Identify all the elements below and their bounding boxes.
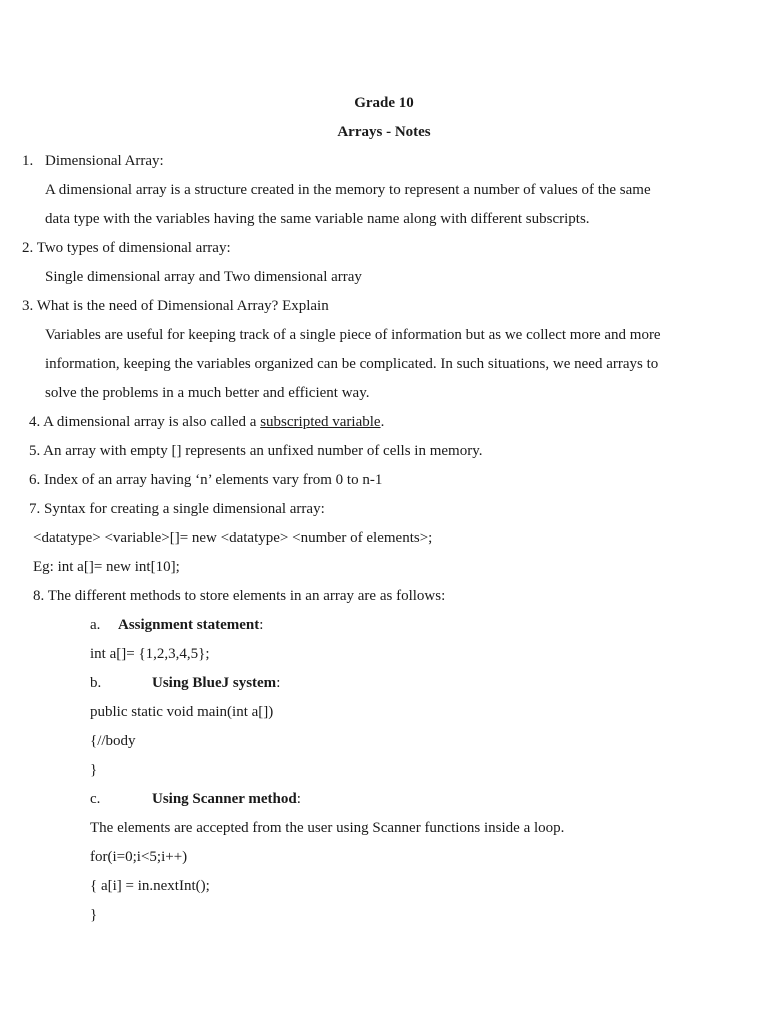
item-6: 6. Index of an array having ‘n’ elements vary from 0 to n-1 — [29, 472, 383, 488]
method-b-colon: : — [276, 675, 281, 691]
method-a-title — [118, 616, 263, 634]
item-1-text-line1: A dimensional array is a structure created in the memory to represent a number of values of the same — [45, 182, 651, 198]
item-3-text-line2: information, keeping the variables organized can be complicated. In such situations, we need arrays to — [45, 356, 659, 372]
method-c-colon: : — [296, 791, 301, 807]
method-b-label: b. — [90, 675, 102, 691]
method-b-code-line2: {//body — [90, 733, 136, 749]
method-a-label: a. — [90, 617, 101, 633]
page-grade: Grade 10 — [354, 95, 414, 111]
item-4-term: subscripted variable — [260, 414, 381, 430]
method-a-code: int a[]= {1,2,3,4,5}; — [90, 646, 210, 662]
item-5: 5. An array with empty [] represents an unfixed number of cells in memory. — [29, 443, 483, 459]
item-4-prefix: 4. A dimensional array is also called a — [29, 414, 261, 430]
method-c-title-text: Using Scanner method — [152, 791, 297, 807]
item-3-text-line1: Variables are useful for keeping track of a single piece of information but as we collect more and more — [45, 327, 661, 343]
item-7-example: Eg: int a[]= new int[10]; — [33, 559, 180, 575]
method-b-code-line3: } — [90, 762, 98, 778]
item-2-answer: Single dimensional array and Two dimensional array — [45, 269, 362, 285]
method-c-title — [152, 790, 301, 808]
method-b-title — [152, 674, 280, 692]
item-7-syntax: <datatype> <variable>[]= new <datatype> <number of elements>; — [33, 530, 433, 546]
method-b-code-line1: public static void main(int a[]) — [90, 704, 274, 720]
item-7-heading: 7. Syntax for creating a single dimensional array: — [29, 501, 325, 517]
item-1-number: 1. — [22, 153, 34, 169]
item-3-heading: 3. What is the need of Dimensional Array? Explain — [22, 298, 329, 314]
item-4-suffix: . — [380, 414, 385, 430]
item-4 — [29, 413, 384, 431]
method-a-colon: : — [259, 617, 264, 633]
method-c-label: c. — [90, 791, 101, 807]
item-1-text-line2: data type with the variables having the same variable name along with different subscripts. — [45, 211, 590, 227]
method-b-title-text: Using BlueJ system — [152, 675, 277, 691]
item-1-heading: Dimensional Array: — [45, 153, 164, 169]
item-2-heading: 2. Two types of dimensional array: — [22, 240, 231, 256]
item-3-text-line3: solve the problems in a much better and efficient way. — [45, 385, 370, 401]
method-c-code-line2: { a[i] = in.nextInt(); — [90, 878, 210, 894]
method-c-description: The elements are accepted from the user using Scanner functions inside a loop. — [90, 820, 565, 836]
page-title: Arrays - Notes — [337, 124, 431, 140]
method-c-code-line1: for(i=0;i<5;i++) — [90, 849, 188, 865]
method-c-code-line3: } — [90, 907, 98, 923]
item-8-heading: 8. The different methods to store elements in an array are as follows: — [33, 588, 446, 604]
method-a-title-text: Assignment statement — [118, 617, 260, 633]
